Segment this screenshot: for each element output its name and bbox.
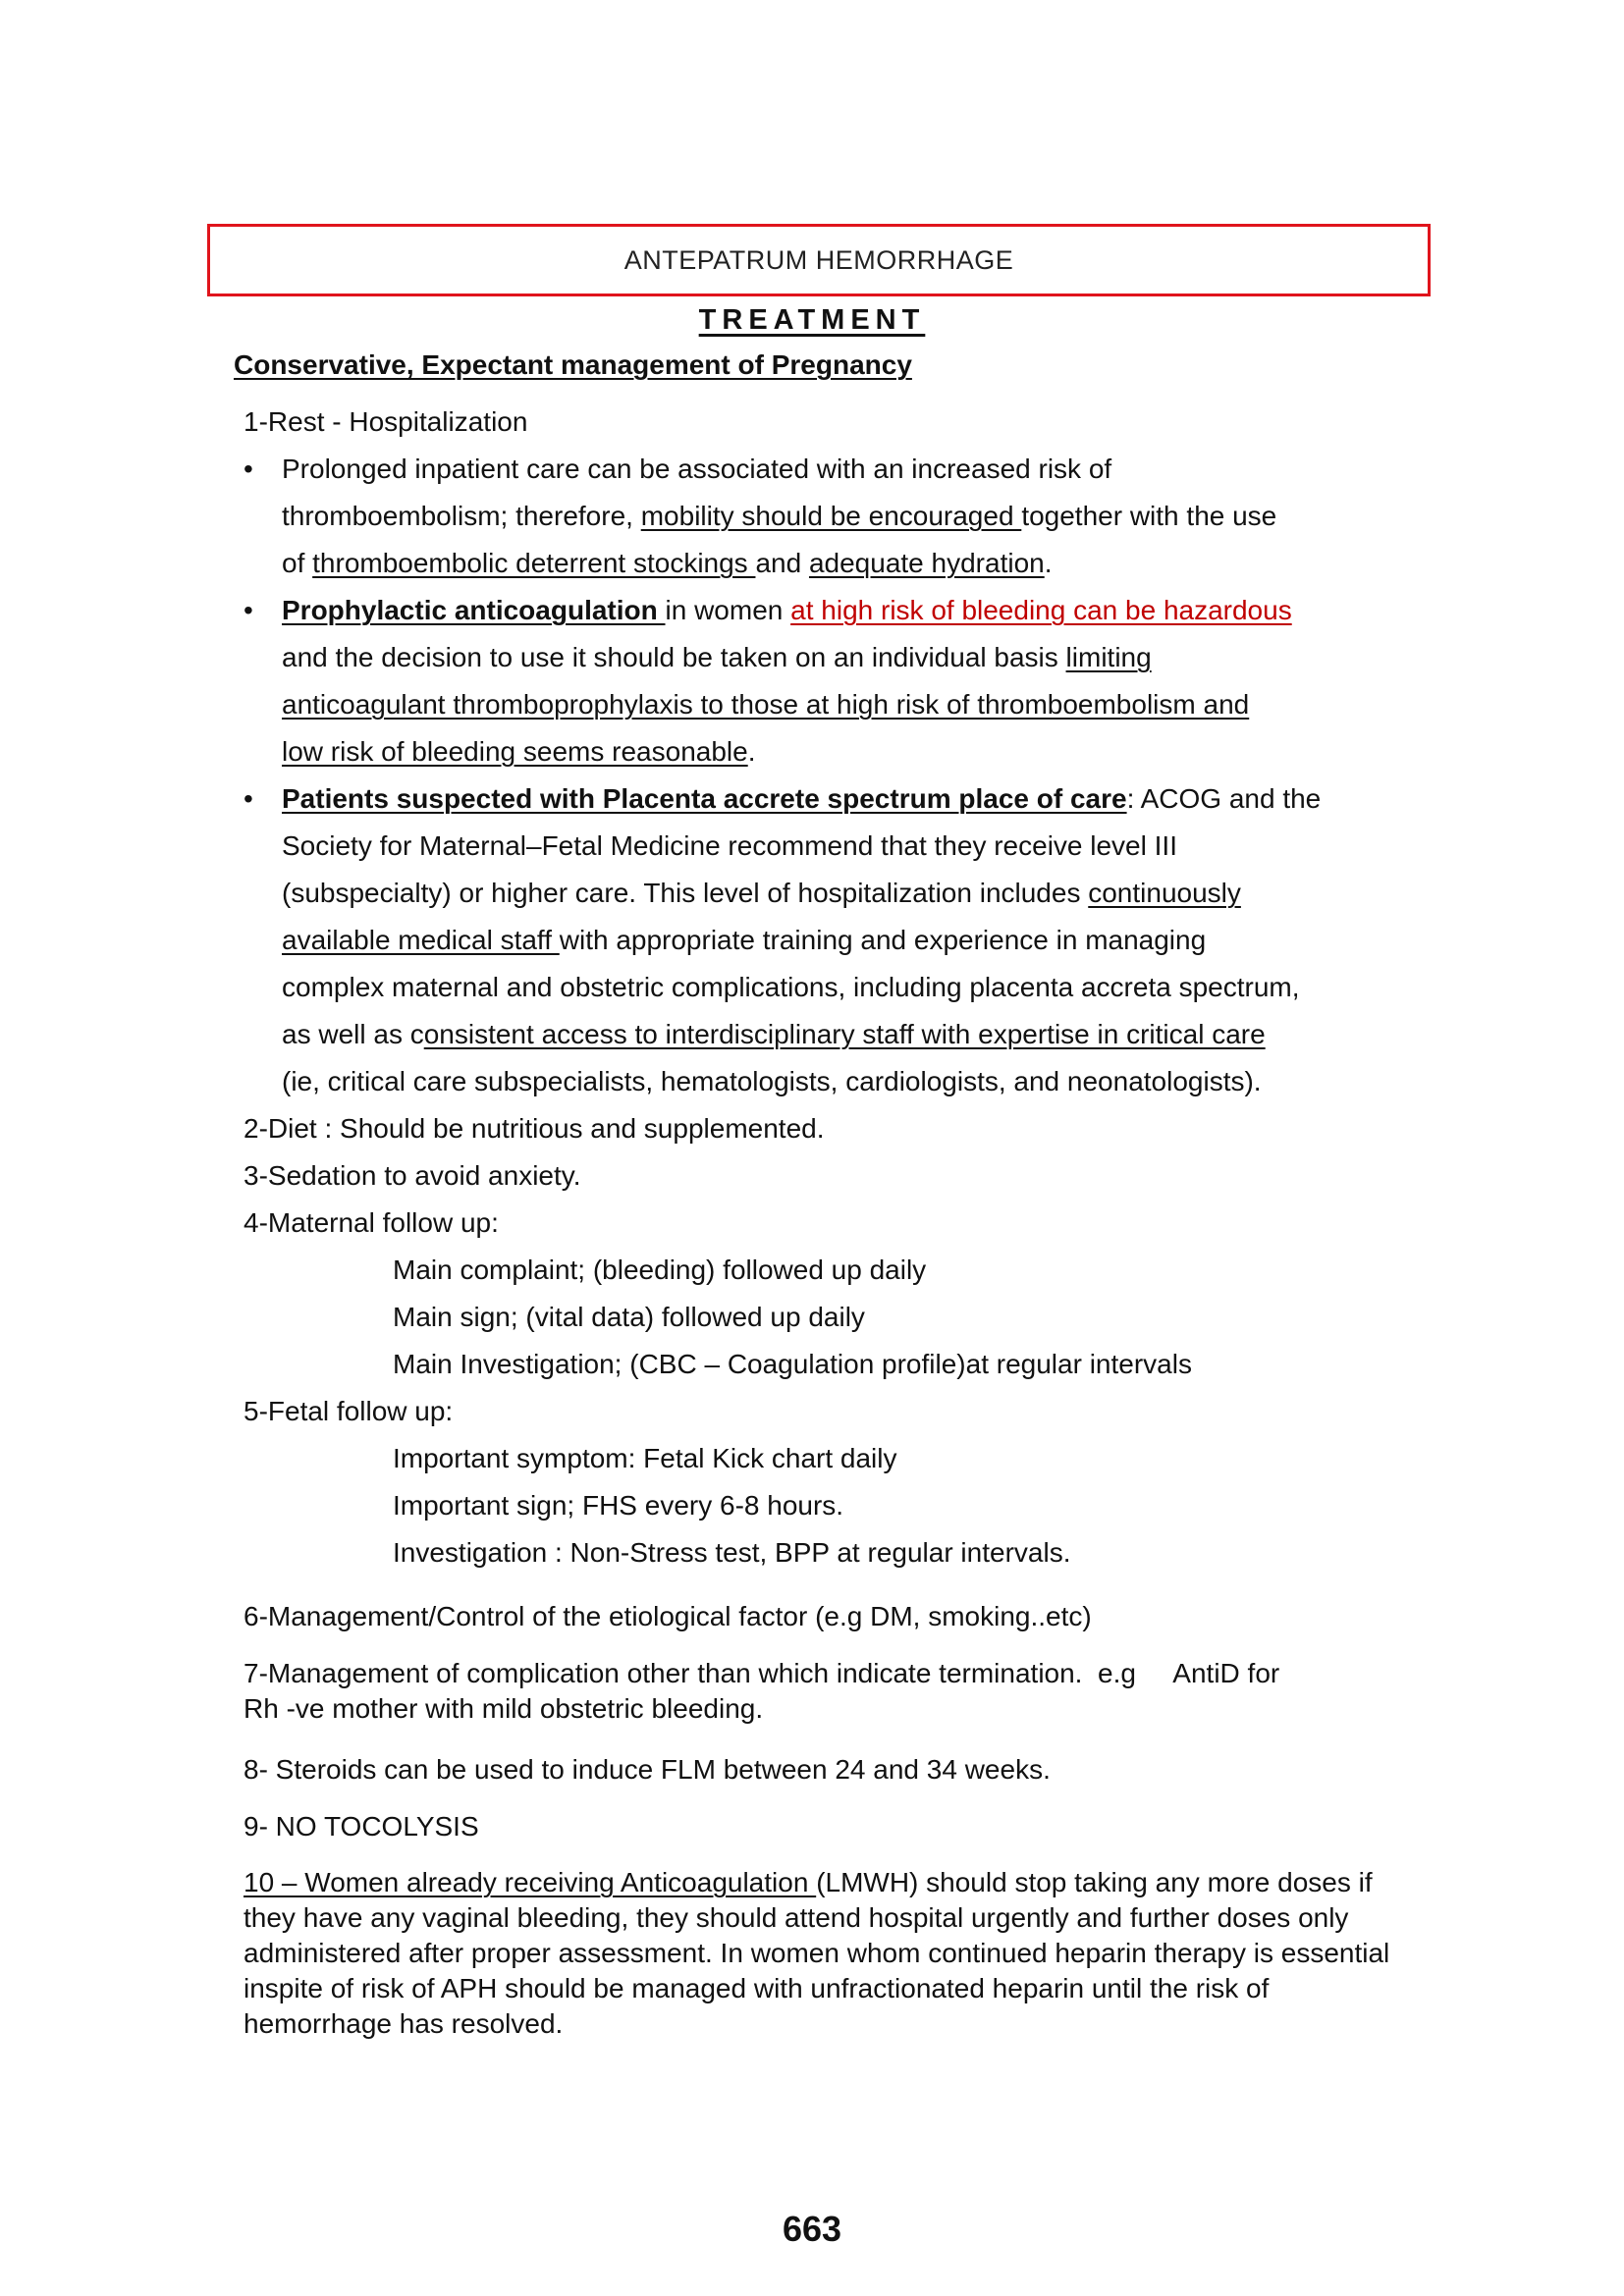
bullet-1-line-1: Prolonged inpatient care can be associated with an increased risk of bbox=[282, 454, 1112, 484]
item-7-line-2: Rh -ve mother with mild obstetric bleeding. bbox=[244, 1693, 764, 1724]
title-box bbox=[207, 224, 1431, 296]
item-1-label: 1-Rest - Hospitalization bbox=[244, 406, 528, 437]
bullet-icon: • bbox=[244, 595, 253, 625]
warning-text: at high risk of bleeding can be hazardous bbox=[790, 595, 1292, 625]
bullet-3-line-1: Patients suspected with Placenta accrete spectrum place of care: ACOG and the bbox=[282, 783, 1322, 814]
item-2: 2-Diet : Should be nutritious and supplemented. bbox=[244, 1113, 825, 1144]
maternal-followup-line: Main sign; (vital data) followed up daily bbox=[393, 1302, 865, 1332]
fetal-followup-line: Important symptom: Fetal Kick chart daily bbox=[393, 1443, 897, 1473]
bullet-2-line-1: Prophylactic anticoagulation in women at high risk of bleeding can be hazardous bbox=[282, 595, 1292, 625]
bullet-3-line-6: as well as consistent access to interdisciplinary staff with expertise in critical care bbox=[282, 1019, 1266, 1049]
section-title: TREATMENT bbox=[698, 304, 926, 336]
item-6: 6-Management/Control of the etiological factor (e.g DM, smoking..etc) bbox=[244, 1601, 1092, 1631]
item-8: 8- Steroids can be used to induce FLM between 24 and 34 weeks. bbox=[244, 1754, 1051, 1785]
item-5-label: 5-Fetal follow up: bbox=[244, 1396, 454, 1426]
bullet-1-line-3: of thromboembolic deterrent stockings and adequate hydration. bbox=[282, 548, 1053, 578]
item-3: 3-Sedation to avoid anxiety. bbox=[244, 1160, 581, 1191]
bullet-3-line-4: available medical staff with appropriate training and experience in managing bbox=[282, 925, 1207, 955]
bullet-2-line-2: and the decision to use it should be taken on an individual basis limiting bbox=[282, 642, 1152, 672]
document-title: ANTEPATRUM HEMORRHAGE bbox=[623, 244, 1014, 275]
bullet-3-line-5: complex maternal and obstetric complications, including placenta accreta spectrum, bbox=[282, 972, 1300, 1002]
fetal-followup-line: Investigation : Non-Stress test, BPP at regular intervals. bbox=[393, 1537, 1071, 1568]
page-number: 663 bbox=[782, 2209, 842, 2249]
bullet-3-line-2: Society for Maternal–Fetal Medicine recommend that they receive level III bbox=[282, 830, 1177, 861]
bullet-icon: • bbox=[244, 783, 253, 814]
subheading: Conservative, Expectant management of Pregnancy bbox=[234, 349, 912, 380]
bullet-1-line-2: thromboembolism; therefore, mobility should be encouraged together with the use bbox=[282, 501, 1277, 531]
bullet-icon: • bbox=[244, 454, 253, 484]
bullet-3-line-3: (subspecialty) or higher care. This level of hospitalization includes continuously bbox=[282, 878, 1241, 908]
item-7-line-1: 7-Management of complication other than which indicate termination. e.g AntiD for bbox=[244, 1658, 1280, 1688]
maternal-followup-line: Main complaint; (bleeding) followed up daily bbox=[393, 1255, 927, 1285]
bullet-3-line-7: (ie, critical care subspecialists, hematologists, cardiologists, and neonatologists). bbox=[282, 1066, 1262, 1096]
item-4-label: 4-Maternal follow up: bbox=[244, 1207, 499, 1238]
item-10: 10 – Women already receiving Anticoagulation (LMWH) should stop taking any more doses if they have any vaginal bleeding, they should attend hospital urgently and further doses only administered after proper assessment. In women whom continued heparin therapy is essential inspite of risk of APH should be managed with unfractionated heparin until the risk of hemorrhage has resolved. bbox=[244, 1867, 1390, 2039]
bullet-2-line-4: low risk of bleeding seems reasonable. bbox=[282, 736, 756, 767]
fetal-followup-line: Important sign; FHS every 6-8 hours. bbox=[393, 1490, 844, 1521]
maternal-followup-line: Main Investigation; (CBC – Coagulation profile)at regular intervals bbox=[393, 1349, 1192, 1379]
bullet-2-line-3: anticoagulant thromboprophylaxis to those at high risk of thromboembolism and bbox=[282, 689, 1250, 720]
item-9: 9- NO TOCOLYSIS bbox=[244, 1811, 479, 1842]
